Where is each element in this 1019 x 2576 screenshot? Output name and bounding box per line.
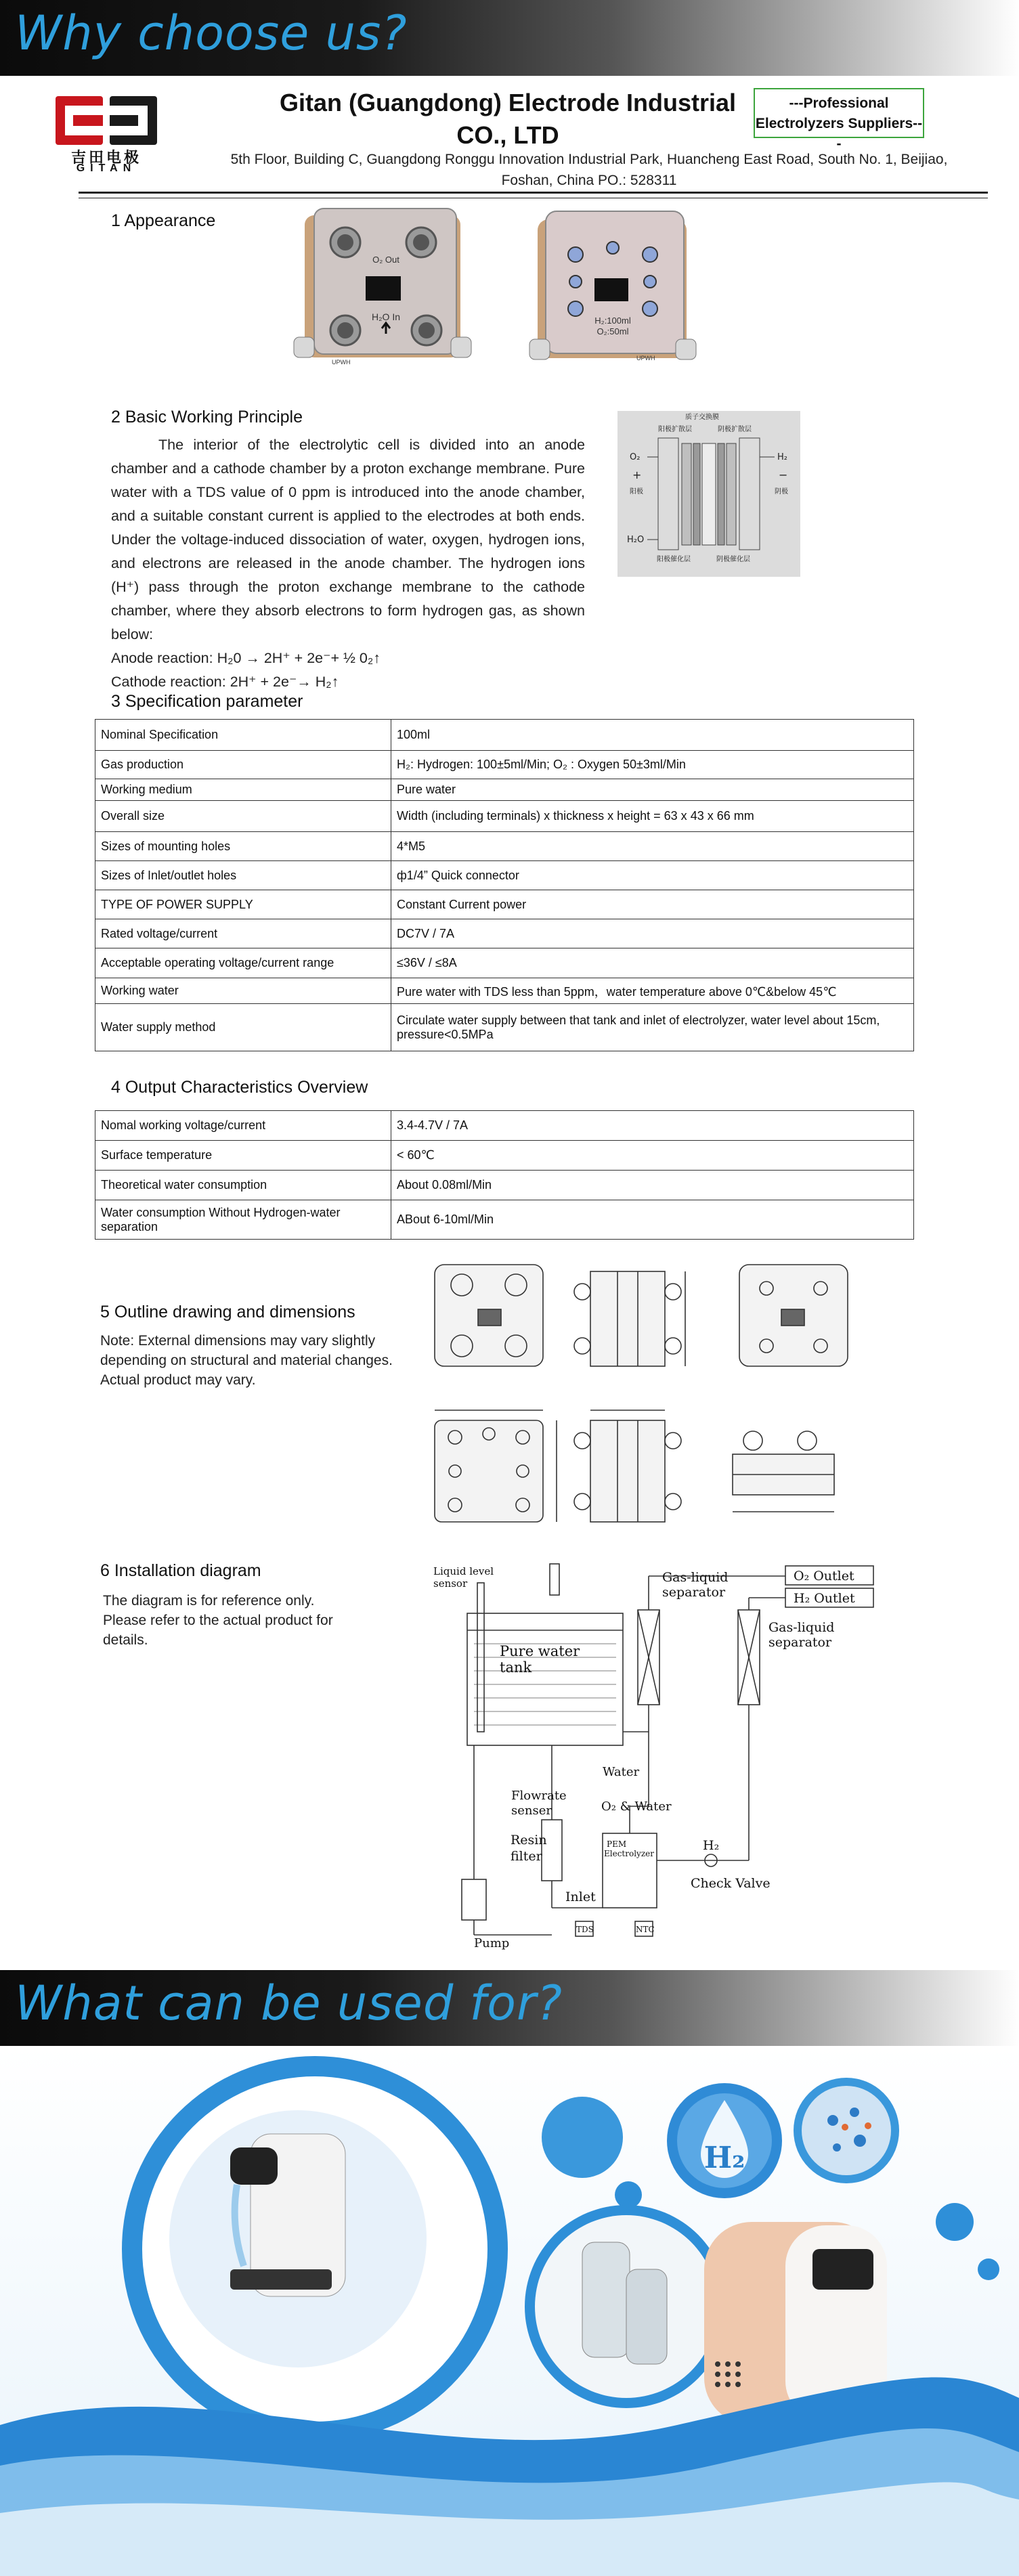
spec-value: DC7V / 7A xyxy=(391,919,914,948)
outline-note-line-1: Note: External dimensions may vary slightly xyxy=(100,1333,376,1349)
diagram-label-cathode-diffusion: 阴极扩散层 xyxy=(718,426,752,433)
spec-row xyxy=(95,779,914,801)
label-gas-liquid-2a: Gas-liquid xyxy=(768,1620,835,1635)
label-flowrate: Flowrate xyxy=(511,1789,567,1803)
label-pem: PEM xyxy=(607,1839,627,1849)
spec-value: Pure water with TDS less than 5ppm，water temperature above 0℃&below 45℃ xyxy=(391,978,914,1004)
section-outline-title: 5 Outline drawing and dimensions xyxy=(100,1303,355,1322)
spec-key: Gas production xyxy=(95,751,391,779)
device-b-label-h2: H₂:100ml xyxy=(594,315,631,326)
company-line-1: Gitan (Guangdong) Electrode Industrial xyxy=(279,89,736,116)
spec-value: 4*M5 xyxy=(391,832,914,861)
spec-value: Width (including terminals) x thickness x height = 63 x 43 x 66 mm xyxy=(391,801,914,832)
diagram-label-cathode: 阴极 xyxy=(775,488,788,496)
spec-value: Constant Current power xyxy=(391,890,914,919)
diagram-label-h2: H₂ xyxy=(777,452,787,462)
output-row xyxy=(95,1171,914,1200)
label-check-valve: Check Valve xyxy=(691,1876,771,1891)
company-line-2: CO., LTD xyxy=(456,121,559,149)
output-value: 3.4-4.7V / 7A xyxy=(391,1111,914,1141)
label-pump: Pump xyxy=(474,1936,510,1950)
h2-badge-text: H₂ xyxy=(703,2141,745,2175)
address-line-2: Foshan, China PO.: 528311 xyxy=(501,173,677,188)
label-tds: TDS xyxy=(576,1925,594,1934)
spec-key: Nominal Specification xyxy=(95,720,391,751)
outline-drawings xyxy=(428,1251,868,1549)
device-a-label-o2: O₂ Out xyxy=(372,255,399,265)
tag-line-2: Electrolyzers Suppliers--- xyxy=(755,116,923,152)
spec-row xyxy=(95,861,914,890)
spec-table xyxy=(95,719,914,1051)
device-b-label-o2: O₂:50ml xyxy=(597,326,629,336)
diagram-label-minus: − xyxy=(779,468,788,481)
label-h2: H₂ xyxy=(703,1838,720,1853)
top-banner xyxy=(0,0,1019,76)
principle-text xyxy=(111,433,585,694)
device-a-label-h2o: H₂O In xyxy=(372,311,400,322)
output-table xyxy=(95,1110,914,1240)
spec-row xyxy=(95,1004,914,1051)
output-row xyxy=(95,1111,914,1141)
output-row xyxy=(95,1141,914,1171)
bottom-banner xyxy=(0,1970,1019,2046)
spec-row xyxy=(95,919,914,948)
device-b-label-brand: UPWH xyxy=(636,355,655,362)
outline-note-line-2: depending on structural and material changes. xyxy=(100,1353,393,1368)
spec-key: TYPE OF POWER SUPPLY xyxy=(95,890,391,919)
label-pure-water: Pure water xyxy=(500,1643,580,1659)
spec-row xyxy=(95,890,914,919)
diagram-label-cathode-catalyst: 阴极催化层 xyxy=(716,556,750,563)
spec-row xyxy=(95,978,914,1004)
electrolyzer-photo-front xyxy=(291,202,474,378)
anode-reaction: Anode reaction: H₂0 → 2H⁺ + 2e⁻+ ½ 0₂↑ xyxy=(111,650,381,666)
applications-illustration xyxy=(0,2046,1019,2576)
label-electrolyzer: Electrolyzer xyxy=(604,1849,654,1858)
electrolyzer-photo-back xyxy=(528,207,697,376)
label-tank: tank xyxy=(500,1659,532,1676)
label-resin: Resin xyxy=(511,1833,547,1848)
spec-key: Working medium xyxy=(95,779,391,801)
output-value: < 60℃ xyxy=(391,1141,914,1171)
diagram-label-plus: + xyxy=(632,468,642,481)
label-o2-water: O₂ & Water xyxy=(601,1799,672,1814)
cathode-reaction: Cathode reaction: 2H⁺ + 2e⁻→ H₂↑ xyxy=(111,674,339,690)
spec-value: ≤36V / ≤8A xyxy=(391,948,914,978)
tag-line-1: ---Professional xyxy=(789,95,889,111)
label-h2-outlet: H₂ Outlet xyxy=(794,1591,855,1606)
label-inlet: Inlet xyxy=(565,1890,596,1904)
diagram-label-o2: O₂ xyxy=(630,452,641,462)
spec-key: Rated voltage/current xyxy=(95,919,391,948)
logo-chinese-text: 吉田电极 xyxy=(70,149,142,166)
install-note-line-1: The diagram is for reference only. xyxy=(103,1593,315,1609)
spec-key: Acceptable operating voltage/current range xyxy=(95,948,391,978)
diagram-label-anode-catalyst: 阳极催化层 xyxy=(657,556,691,563)
address-line-1: 5th Floor, Building C, Guangdong Ronggu Innovation Industrial Park, Huancheng East Road, South No. 1, Beijiao, xyxy=(230,152,948,167)
spec-value: Pure water xyxy=(391,779,914,801)
spec-key: Working water xyxy=(95,978,391,1004)
section-principle-title: 2 Basic Working Principle xyxy=(111,408,303,427)
spec-key: Overall size xyxy=(95,801,391,832)
label-gas-liquid-1b: separator xyxy=(662,1585,726,1600)
installation-diagram xyxy=(433,1556,894,1969)
spec-value: 100ml xyxy=(391,720,914,751)
diagram-label-h2o: H₂O xyxy=(627,535,645,545)
spec-row xyxy=(95,801,914,832)
output-key: Theoretical water consumption xyxy=(95,1171,391,1200)
header-divider xyxy=(79,192,988,194)
diagram-label-membrane: 质子交换膜 xyxy=(685,414,719,421)
section-output-title: 4 Output Characteristics Overview xyxy=(111,1078,368,1097)
label-o2-outlet: O₂ Outlet xyxy=(794,1569,854,1584)
output-row xyxy=(95,1200,914,1240)
logo-english-text: GITAN xyxy=(76,162,137,174)
spec-row xyxy=(95,832,914,861)
label-gas-liquid-1a: Gas-liquid xyxy=(662,1570,729,1585)
label-sensor: sensor xyxy=(433,1577,468,1590)
label-senser: senser xyxy=(511,1804,552,1818)
label-gas-liquid-2b: separator xyxy=(768,1635,832,1650)
professional-tag xyxy=(754,88,924,152)
section-install-title: 6 Installation diagram xyxy=(100,1561,261,1580)
company-address xyxy=(203,149,975,191)
spec-row xyxy=(95,948,914,978)
output-key: Surface temperature xyxy=(95,1141,391,1171)
company-logo xyxy=(53,95,160,175)
output-value: ABout 6-10ml/Min xyxy=(391,1200,914,1240)
output-key: Nomal working voltage/current xyxy=(95,1111,391,1141)
output-key: Water consumption Without Hydrogen-water separation xyxy=(95,1200,391,1240)
spec-row xyxy=(95,751,914,779)
spec-value: H₂: Hydrogen: 100±5ml/Min; O₂ : Oxygen 50±3ml/Min xyxy=(391,751,914,779)
install-note xyxy=(103,1591,333,1650)
spec-key: Sizes of Inlet/outlet holes xyxy=(95,861,391,890)
label-liquid-level: Liquid level xyxy=(433,1565,494,1577)
label-ntc: NTC xyxy=(636,1925,655,1934)
label-water: Water xyxy=(603,1765,640,1779)
diagram-label-anode-diffusion: 阳极扩散层 xyxy=(658,426,692,433)
device-a-label-brand: UPWH xyxy=(332,359,351,366)
install-note-line-2: Please refer to the actual product for xyxy=(103,1613,333,1628)
spec-key: Sizes of mounting holes xyxy=(95,832,391,861)
bottom-banner-title: What can be used for? xyxy=(15,1975,563,2031)
spec-row xyxy=(95,720,914,751)
install-note-line-3: details. xyxy=(103,1632,148,1648)
outline-note-line-3: Actual product may vary. xyxy=(100,1372,256,1388)
section-spec-title: 3 Specification parameter xyxy=(111,692,303,711)
outline-note xyxy=(100,1331,393,1390)
spec-value: Circulate water supply between that tank and inlet of electrolyzer, water level about 15cm, pressure<0.5MPa xyxy=(391,1004,914,1051)
pem-principle-diagram xyxy=(617,411,800,577)
output-value: About 0.08ml/Min xyxy=(391,1171,914,1200)
section-appearance-title: 1 Appearance xyxy=(111,211,216,230)
label-filter: filter xyxy=(511,1849,542,1864)
company-name xyxy=(271,87,745,152)
banner-title: Why choose us? xyxy=(15,5,408,61)
principle-paragraph: The interior of the electrolytic cell is divided into an anode chamber and a cathode chamber by a proton exchange membrane. Pure water with a TDS value of 0 ppm is introduced into the anode chamber, and a suitable constant current is applied to the electrodes at both ends. Under the voltage-induced dissociation of water, oxygen, hydrogen ions, and electrons are released in the anode chamber. The hydrogen ions (H⁺) pass through the proton exchange membrane to the cathode chamber, where they absorb electrons to form hydrogen gas, as shown below: xyxy=(111,437,585,642)
spec-value: ф1/4” Quick connector xyxy=(391,861,914,890)
diagram-label-anode: 阳极 xyxy=(630,488,643,496)
spec-key: Water supply method xyxy=(95,1004,391,1051)
